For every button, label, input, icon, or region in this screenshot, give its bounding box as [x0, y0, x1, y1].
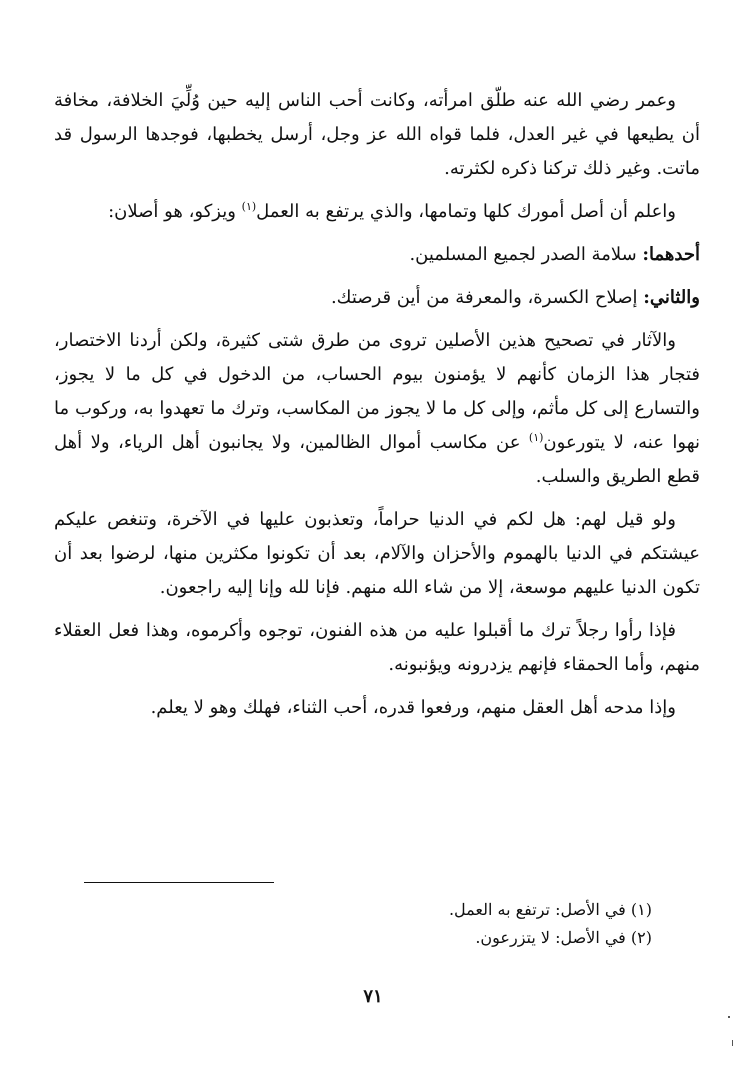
paragraph-2 [54, 195, 700, 229]
point-two-lead: والثاني: [643, 287, 700, 308]
footnote-2: (٢) في الأصل: لا يتزرعون. [475, 928, 652, 947]
point-one [54, 238, 700, 272]
scan-speck [732, 1040, 733, 1046]
footnote-1: (١) في الأصل: ترتفع به العمل. [448, 900, 652, 919]
paragraph-3-tail: عن مكاسب أموال الظالمين، ولا يجانبون أهل الرياء، ولا أهل قطع الطريق والسلب. [54, 432, 700, 487]
paragraph-3 [54, 324, 700, 494]
point-one-lead: أحدهما: [642, 244, 700, 265]
page-number: ٧١ [363, 986, 383, 1007]
paragraph-2-text: واعلم أن أصل أمورك كلها وتمامها، والذي يرتفع به العمل [256, 201, 676, 222]
paragraph-4: ولو قيل لهم: هل لكم في الدنيا حراماً، وتعذبون عليها في الآخرة، وتنغص عليكم عيشتكم في الدنيا بالهموم والأحزان والآلام، بعد أن تكونوا مكثرين منها، لرضوا بعد أن تكون الدنيا عليهم موسعة، إلا من شاء الله منهم. فإنا لله وإنا إليه راجعون. [54, 509, 700, 598]
paragraph-1: وعمر رضي الله عنه طلّق امرأته، وكانت أحب الناس إليه حين وُلِّيَ الخلافة، مخافة أن يطيعها في غير العدل، فلما قواه الله عز وجل، أرسل يخطبها، فوجدها الرسول قد ماتت. وغير ذلك تركنا ذكره لكثرته. [54, 90, 700, 179]
paragraph-3-text: والآثار في تصحيح هذين الأصلين تروى من طرق شتى كثيرة، ولكن أردنا الاختصار، فتجار هذا الزمان كأنهم لا يؤمنون بيوم الحساب، من الدخول في كل ما لا يجوز، والتسارع إلى كل مأثم، وإلى كل ما لا يجوز من المكاسب، وترك ما تعهدوا به، وركوب ما نهوا عنه، لا يتورعون [54, 330, 701, 453]
footnotes [60, 896, 652, 952]
footnote-ref-1: (١) [241, 200, 257, 213]
main-text [54, 84, 700, 734]
paragraph-5: فإذا رأوا رجلاً ترك ما أقبلوا عليه من هذه الفنون، توجوه وأكرموه، وهذا فعل العقلاء منهم، وأما الحمقاء فإنهم يزدرونه ويؤنبونه. [54, 620, 700, 675]
point-two-text: إصلاح الكسرة، والمعرفة من أين قرصتك. [330, 287, 644, 308]
scan-speck [728, 1016, 730, 1018]
point-one-text: سلامة الصدر لجميع المسلمين. [409, 244, 643, 265]
paragraph-6: وإذا مدحه أهل العقل منهم، ورفعوا قدره، أحب الثناء، فهلك وهو لا يعلم. [150, 697, 676, 718]
point-two [54, 281, 700, 315]
paragraph-2-tail: ويزكو، هو أصلان: [108, 201, 242, 222]
footnote-ref-2: (١) [528, 431, 544, 444]
footnote-divider [84, 882, 274, 883]
